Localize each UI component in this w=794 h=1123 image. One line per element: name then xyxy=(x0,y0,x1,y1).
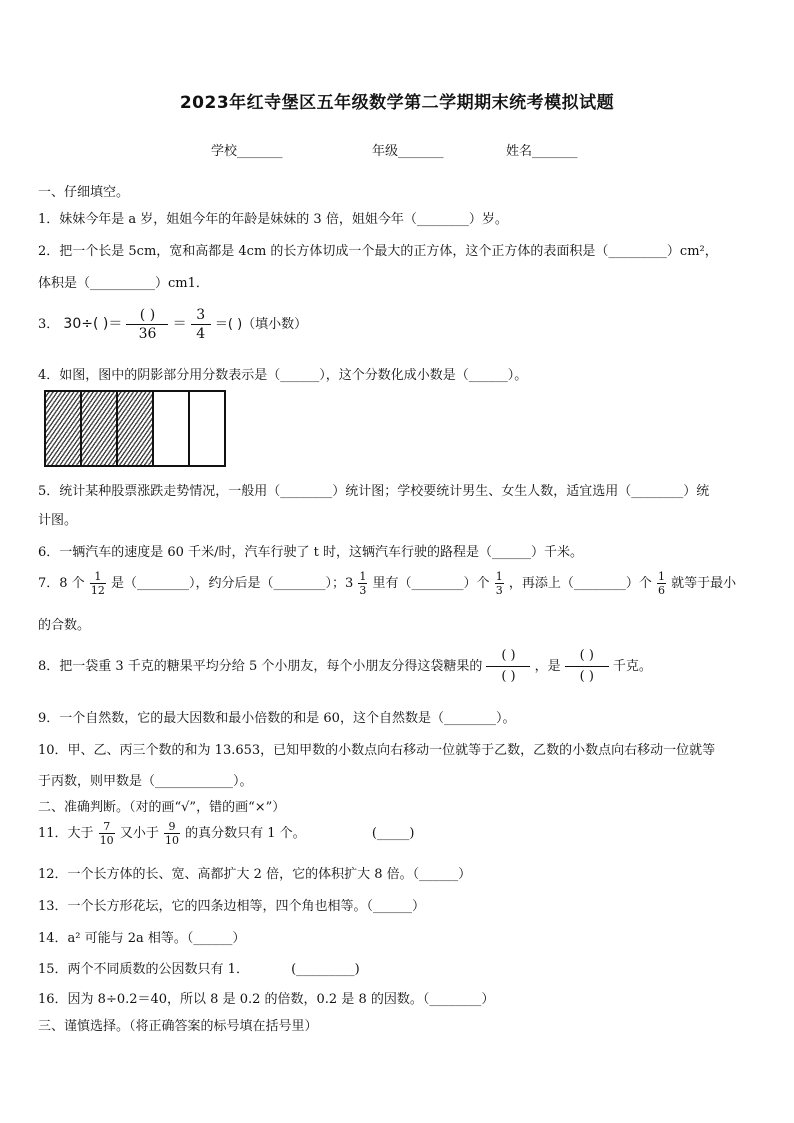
question-3 xyxy=(38,306,307,343)
numerator: 1 xyxy=(495,570,503,583)
question-5-line-2: 计图。 xyxy=(38,513,78,528)
figure-part-blank xyxy=(190,392,224,465)
question-5-line-1: 5．统计某种股票涨跌走势情况，一般用（________）统计图；学校要统计男生、女生人数，适宜选用（________）统 xyxy=(38,484,710,499)
name-field: 姓名_______ xyxy=(506,144,578,159)
q15-answer-blank: (_________) xyxy=(291,962,360,977)
q11-text-1: 11．大于 xyxy=(38,826,94,841)
question-15 xyxy=(38,958,360,977)
question-12: 12．一个长方体的长、宽、高都扩大 2 倍，它的体积扩大 8 倍。（______） xyxy=(38,867,472,882)
denominator: ( ) xyxy=(579,669,594,684)
question-7-line-1 xyxy=(38,570,736,597)
q11-answer-blank: (_____) xyxy=(371,826,415,841)
denominator: 12 xyxy=(90,584,105,597)
q3-frac1-numerator: ( ) xyxy=(126,306,168,325)
question-8 xyxy=(38,646,652,687)
q8-fraction-2 xyxy=(565,646,609,687)
denominator: 6 xyxy=(657,584,665,597)
question-13: 13．一个长方形花坛，它的四条边相等，四个角也相等。（______） xyxy=(38,899,426,914)
question-1: 1．妹妹今年是 a 岁，姐姐今年的年龄是妹妹的 3 倍，姐姐今年（________）岁。 xyxy=(38,212,508,227)
section-1-heading: 一、仔细填空。 xyxy=(38,185,130,200)
figure-part-blank xyxy=(154,392,190,465)
q11-text-3: 的真分数只有 1 个。 xyxy=(185,826,306,841)
q11-fraction-1 xyxy=(99,820,115,847)
q8-fraction-1 xyxy=(486,646,530,687)
q3-number: 3． xyxy=(38,317,60,332)
numerator: ( ) xyxy=(486,646,530,667)
section-2-heading: 二、准确判断。（对的画“√”，错的画“×”） xyxy=(38,800,286,815)
denominator: 10 xyxy=(99,834,114,847)
section-3-heading: 三、谨慎选择。（将正确答案的标号填在括号里） xyxy=(38,1019,318,1034)
q3-frac2-denominator: 4 xyxy=(196,326,206,342)
numerator: 1 xyxy=(657,570,665,583)
q7-fraction-3 xyxy=(495,570,504,597)
numerator: 1 xyxy=(90,570,106,584)
q7-fraction-2 xyxy=(358,570,367,597)
question-2-line-1: 2．把一个长是 5cm，宽和高都是 4cm 的长方体切成一个最大的正方体，这个正方体的表面积是（_________）cm²， xyxy=(38,244,718,259)
q3-expr-start: 30÷( )＝ xyxy=(63,316,123,332)
question-9: 9．一个自然数，它的最大因数和最小倍数的和是 60，这个自然数是（________）。 xyxy=(38,711,516,726)
figure-part-shaded xyxy=(82,392,118,465)
numerator: ( ) xyxy=(565,646,609,667)
q8-text-2: ，是 xyxy=(534,659,561,674)
q3-equals: ＝ xyxy=(172,316,187,332)
q15-text: 15．两个不同质数的公因数只有 1． xyxy=(38,962,249,977)
page-title: 2023年红寺堡区五年级数学第二学期期末统考模拟试题 xyxy=(179,93,615,113)
q7-text-3: 里有（________）个 xyxy=(372,576,490,591)
school-field: 学校_______ xyxy=(211,144,283,159)
q8-text-1: 8．把一袋重 3 千克的糖果平均分给 5 个小朋友，每个小朋友分得这袋糖果的 xyxy=(38,659,483,674)
q7-fraction-4 xyxy=(657,570,666,597)
figure-part-shaded xyxy=(46,392,82,465)
question-6: 6．一辆汽车的速度是 60 千米/时，汽车行驶了 t 时，这辆汽车行驶的路程是（______）千米。 xyxy=(38,545,583,560)
grade-field: 年级_______ xyxy=(372,144,444,159)
question-11 xyxy=(38,820,414,847)
q7-text-5: 就等于最小 xyxy=(671,576,737,591)
denominator: 3 xyxy=(359,584,367,597)
q7-text-4: ，再添上（________）个 xyxy=(508,576,652,591)
shaded-fraction-figure xyxy=(44,390,226,467)
q7-text-2: 是（________），约分后是（________）；3 xyxy=(110,576,354,591)
q11-fraction-2 xyxy=(164,820,180,847)
question-7-line-2: 的合数。 xyxy=(38,618,91,633)
q7-text-1: 7．8 个 xyxy=(38,576,85,591)
question-10-line-2: 于丙数，则甲数是（____________）。 xyxy=(38,774,253,789)
question-4: 4．如图，图中的阴影部分用分数表示是（______），这个分数化成小数是（______）。 xyxy=(38,368,528,383)
q3-frac2-numerator: 3 xyxy=(191,306,211,325)
denominator: 3 xyxy=(495,584,503,597)
q7-fraction-1 xyxy=(90,570,106,597)
denominator: ( ) xyxy=(501,669,516,684)
q11-text-2: 又小于 xyxy=(119,826,159,841)
q3-fraction-1 xyxy=(126,306,168,343)
question-2-line-2: 体积是（__________）cm1． xyxy=(38,276,209,291)
question-10-line-1: 10．甲、乙、丙三个数的和为 13.653，已知甲数的小数点向右移动一位就等于乙数，乙数的小数点向右移动一位就等 xyxy=(38,743,716,758)
numerator: 9 xyxy=(164,820,180,834)
q3-frac1-denominator: 36 xyxy=(138,326,157,342)
denominator: 10 xyxy=(164,834,179,847)
question-16: 16．因为 8÷0.2＝40，所以 8 是 0.2 的倍数，0.2 是 8 的因数。（________） xyxy=(38,992,495,1007)
q3-fraction-2 xyxy=(191,306,211,343)
numerator: 7 xyxy=(99,820,115,834)
numerator: 1 xyxy=(359,570,367,583)
q8-text-3: 千克。 xyxy=(612,659,652,674)
figure-part-shaded xyxy=(118,392,154,465)
q3-expr-end: ＝( )（填小数） xyxy=(214,317,308,332)
question-14: 14．a² 可能与 2a 相等。（______） xyxy=(38,931,246,946)
